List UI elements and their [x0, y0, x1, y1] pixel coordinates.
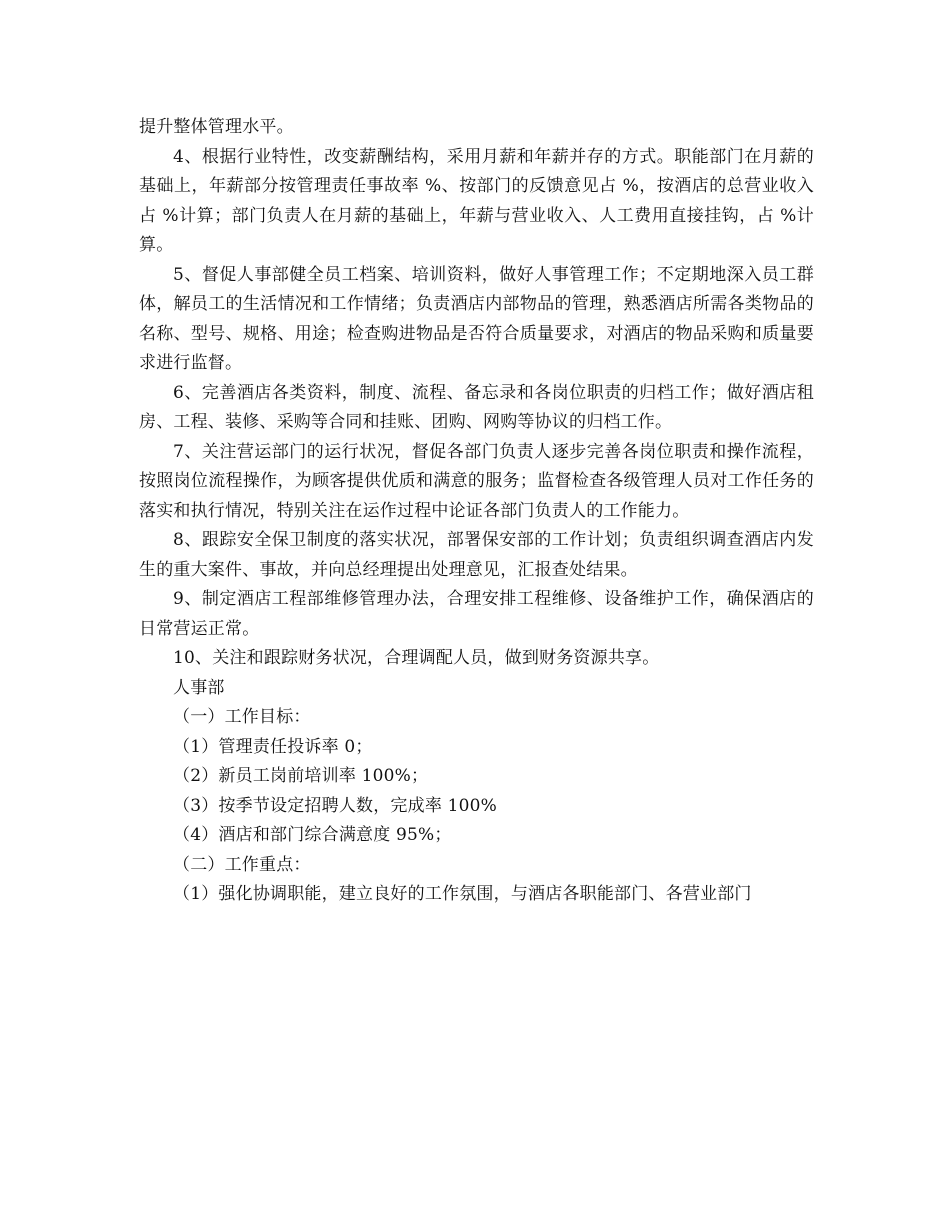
paragraph-item-5: 5、督促人事部健全员工档案、培训资料，做好人事管理工作；不定期地深入员工群体，解员工的生活情况和工作情绪；负责酒店内部物品的管理，熟悉酒店所需各类物品的名称、型号、规格、用途；检查购进物品是否符合质量要求，对酒店的物品采购和质量要求进行监督。: [139, 264, 814, 373]
goal-item: （3）按季节设定招聘人数，完成率 100%: [173, 795, 498, 816]
paragraph-item-6: 6、完善酒店各类资料，制度、流程、备忘录和各岗位职责的归档工作；做好酒店租房、工程、装修、采购等合同和挂账、团购、网购等协议的归档工作。: [139, 382, 814, 432]
goal-item: （4）酒店和部门综合满意度 95%；: [173, 825, 452, 845]
paragraph-item-9: 9、制定酒店工程部维修管理办法，合理安排工程维修、设备维护工作，确保酒店的日常营运正常。: [139, 589, 814, 639]
paragraph-item-7: 7、关注营运部门的运行状况，督促各部门负责人逐步完善各岗位职责和操作流程，按照岗位流程操作，为顾客提供优质和满意的服务；监督检查各级管理人员对工作任务的落实和执行情况，特别关注在运作过程中论证各部门负责人的工作能力。: [139, 441, 814, 521]
document-body: [139, 113, 814, 910]
paragraph-item-4: 4、根据行业特性，改变薪酬结构，采用月薪和年薪并存的方式。职能部门在月薪的基础上，年薪部分按管理责任事故率 %、按部门的反馈意见占 %，按酒店的总营业收入占 %计算；部门负责人在月薪的基础上，年薪与营业收入、人工费用直接挂钩，占 %计算。: [139, 146, 814, 255]
goal-item: （1）管理责任投诉率 0；: [173, 736, 373, 757]
focus-heading: （二）工作重点：: [173, 854, 311, 875]
section-heading: 人事部: [173, 677, 225, 698]
paragraph-continuation: 提升整体管理水平。: [139, 117, 294, 137]
goal-item: （2）新员工岗前培训率 100%；: [173, 766, 429, 786]
focus-item: （1）强化协调职能，建立良好的工作氛围，与酒店各职能部门、各营业部门: [173, 884, 752, 904]
paragraph-item-8: 8、跟踪安全保卫制度的落实状况，部署保安部的工作计划；负责组织调查酒店内发生的重大案件、事故，并向总经理提出处理意见，汇报查处结果。: [139, 530, 814, 580]
goals-heading: （一）工作目标：: [173, 707, 311, 727]
paragraph-item-10: 10、关注和跟踪财务状况，合理调配人员，做到财务资源共享。: [173, 648, 660, 668]
